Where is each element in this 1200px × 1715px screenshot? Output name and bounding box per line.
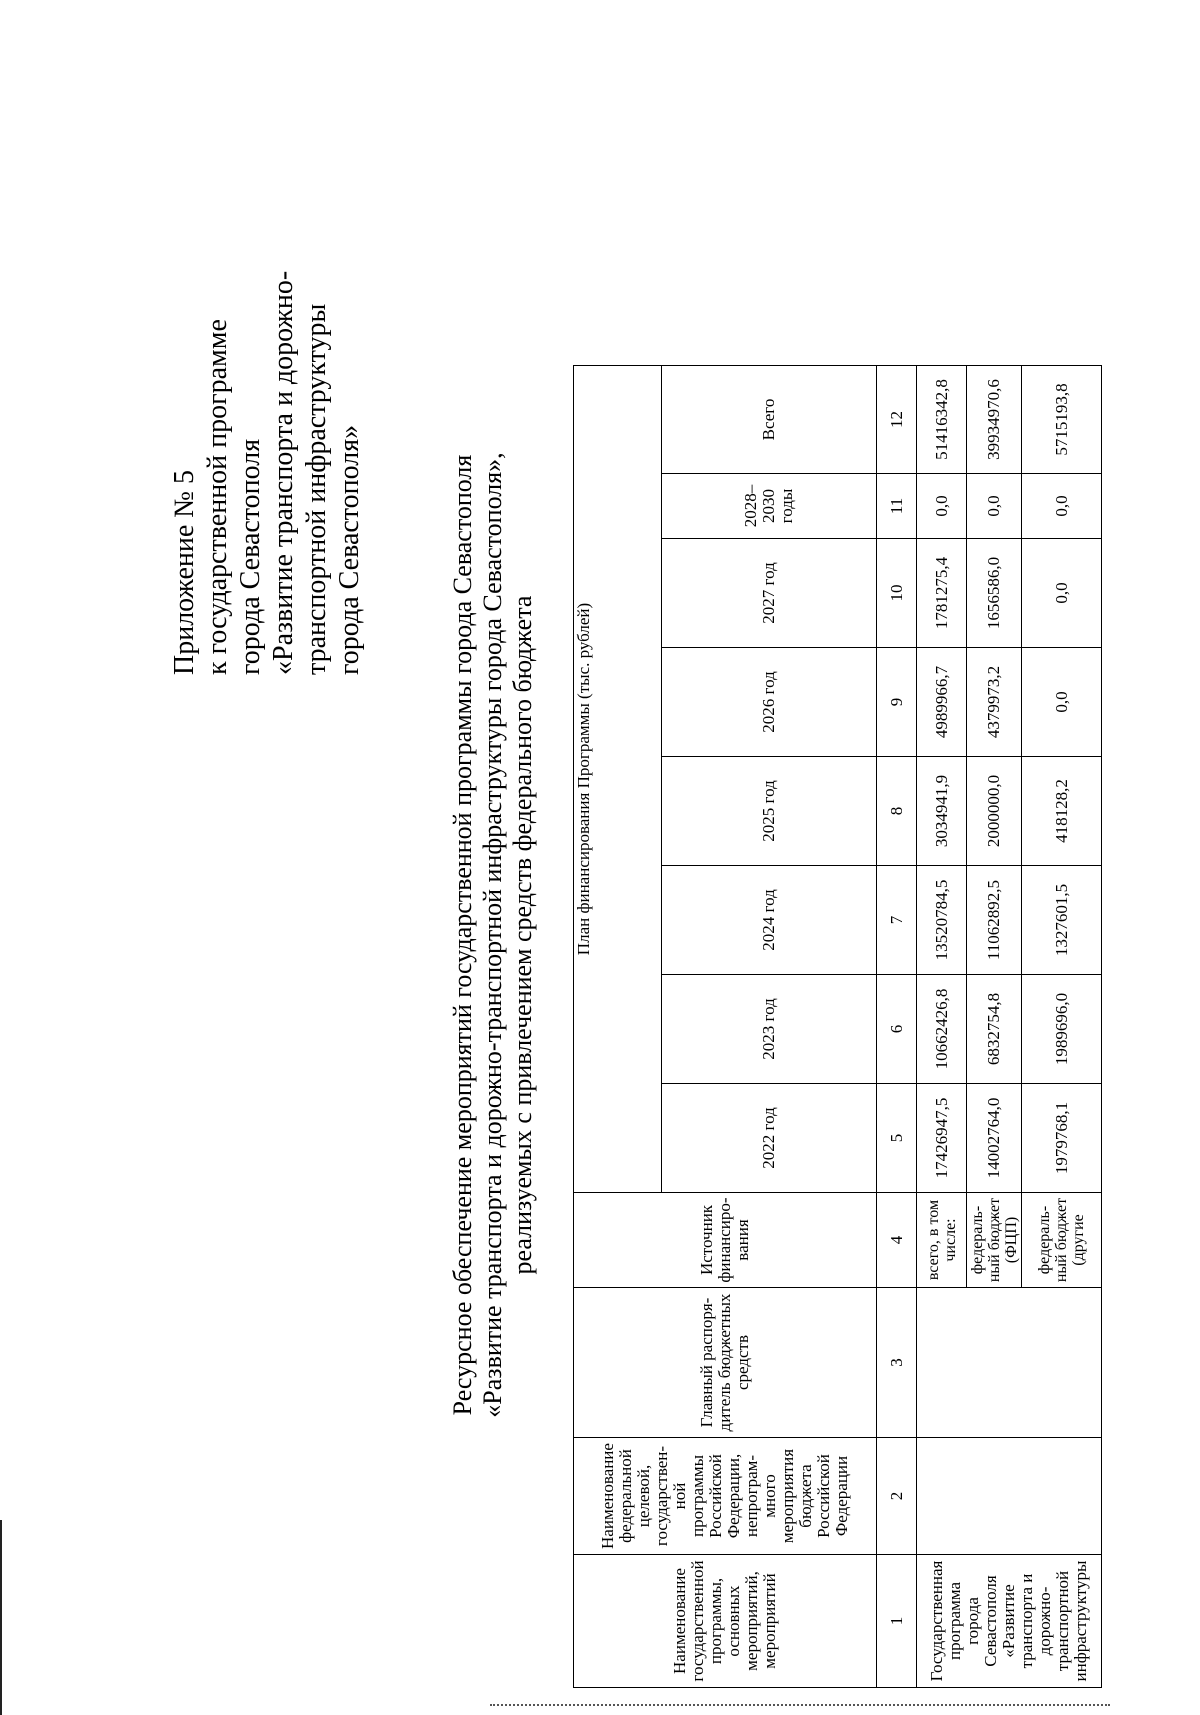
column-number: 10 bbox=[877, 539, 917, 648]
value-cell: 3034941,9 bbox=[917, 757, 967, 866]
column-number: 4 bbox=[877, 1193, 917, 1288]
appendix-line: города Севастополя bbox=[235, 438, 266, 675]
header-year: 2026 год bbox=[662, 648, 877, 757]
value-cell: 51416342,8 bbox=[917, 366, 967, 474]
header-total: Всего bbox=[662, 366, 877, 474]
value-cell: 14002764,0 bbox=[967, 1084, 1022, 1193]
column-number: 11 bbox=[877, 474, 917, 539]
federal-program-cell bbox=[917, 1438, 1102, 1555]
value-cell: 11062892,5 bbox=[967, 866, 1022, 975]
column-number: 12 bbox=[877, 366, 917, 474]
column-number: 2 bbox=[877, 1438, 917, 1555]
appendix-line: Приложение № 5 bbox=[169, 470, 200, 675]
scan-bottom-mark bbox=[490, 1704, 1110, 1708]
header-year: 2027 год bbox=[662, 539, 877, 648]
header-year: 2028–2030 годы bbox=[662, 474, 877, 539]
source-cell: федераль-ный бюджет (ФЦП) bbox=[967, 1193, 1022, 1288]
value-cell: 17426947,5 bbox=[917, 1084, 967, 1193]
column-number: 5 bbox=[877, 1084, 917, 1193]
value-cell: 0,0 bbox=[1022, 539, 1102, 648]
program-name-cell: Государственная программа города Севастополя «Развитие транспорта и дорожно-транспортной инфраструктуры bbox=[917, 1555, 1102, 1688]
header-year: 2025 год bbox=[662, 757, 877, 866]
value-cell: 0,0 bbox=[1022, 474, 1102, 539]
column-number: 9 bbox=[877, 648, 917, 757]
value-cell: 10662426,8 bbox=[917, 975, 967, 1084]
title-line-1: Ресурсное обеспечение мероприятий государственной программы города Севастополя bbox=[448, 454, 477, 1416]
value-cell: 6832754,8 bbox=[967, 975, 1022, 1084]
header-year: 2023 год bbox=[662, 975, 877, 1084]
header-source: Источник финансиро-вания bbox=[574, 1193, 877, 1288]
header-federal-program: Наименование федеральной целевой, государствен-ной программы Российской Федерации, непрограм-много мероприятия бюджета Российской Федерации bbox=[574, 1438, 877, 1555]
value-cell: 4989966,7 bbox=[917, 648, 967, 757]
appendix-line: транспортной инфраструктуры bbox=[301, 303, 332, 675]
scan-edge-mark bbox=[0, 1520, 8, 1715]
title-line-3: реализуемых с привлечением средств федерального бюджета bbox=[508, 595, 537, 1275]
column-number: 6 bbox=[877, 975, 917, 1084]
header-year: 2024 год bbox=[662, 866, 877, 975]
value-cell: 1989696,0 bbox=[1022, 975, 1102, 1084]
column-number: 3 bbox=[877, 1288, 917, 1438]
manager-cell bbox=[917, 1288, 1102, 1438]
value-cell: 2000000,0 bbox=[967, 757, 1022, 866]
source-cell: всего, в том числе: bbox=[917, 1193, 967, 1288]
source-cell: федераль-ный бюджет (другие bbox=[1022, 1193, 1102, 1288]
value-cell: 0,0 bbox=[917, 474, 967, 539]
value-cell: 39934970,6 bbox=[967, 366, 1022, 474]
value-cell: 13520784,5 bbox=[917, 866, 967, 975]
value-cell: 0,0 bbox=[967, 474, 1022, 539]
title-line-2: «Развитие транспорта и дорожно-транспортной инфраструктуры города Севастополя», bbox=[478, 452, 507, 1418]
value-cell: 4379973,2 bbox=[967, 648, 1022, 757]
appendix-line: города Севастополя» bbox=[334, 424, 365, 675]
financing-table bbox=[573, 365, 1102, 1688]
appendix-block bbox=[168, 115, 366, 675]
document-title bbox=[448, 315, 538, 1555]
column-number: 8 bbox=[877, 757, 917, 866]
value-cell: 0,0 bbox=[1022, 648, 1102, 757]
header-year: 2022 год bbox=[662, 1084, 877, 1193]
value-cell: 1979768,1 bbox=[1022, 1084, 1102, 1193]
header-plan: План финансирования Программы (тыс. рублей) bbox=[574, 366, 662, 1193]
value-cell: 1656586,0 bbox=[967, 539, 1022, 648]
header-manager: Главный распоря-дитель бюджетных средств bbox=[574, 1288, 877, 1438]
column-number: 7 bbox=[877, 866, 917, 975]
value-cell: 1781275,4 bbox=[917, 539, 967, 648]
column-number: 1 bbox=[877, 1555, 917, 1688]
value-cell: 5715193,8 bbox=[1022, 366, 1102, 474]
appendix-line: «Развитие транспорта и дорожно- bbox=[268, 270, 299, 675]
header-program-name: Наименование государственной программы, основных мероприятий, мероприятий bbox=[574, 1555, 877, 1688]
value-cell: 1327601,5 bbox=[1022, 866, 1102, 975]
value-cell: 418128,2 bbox=[1022, 757, 1102, 866]
appendix-line: к государственной программе bbox=[202, 319, 233, 675]
